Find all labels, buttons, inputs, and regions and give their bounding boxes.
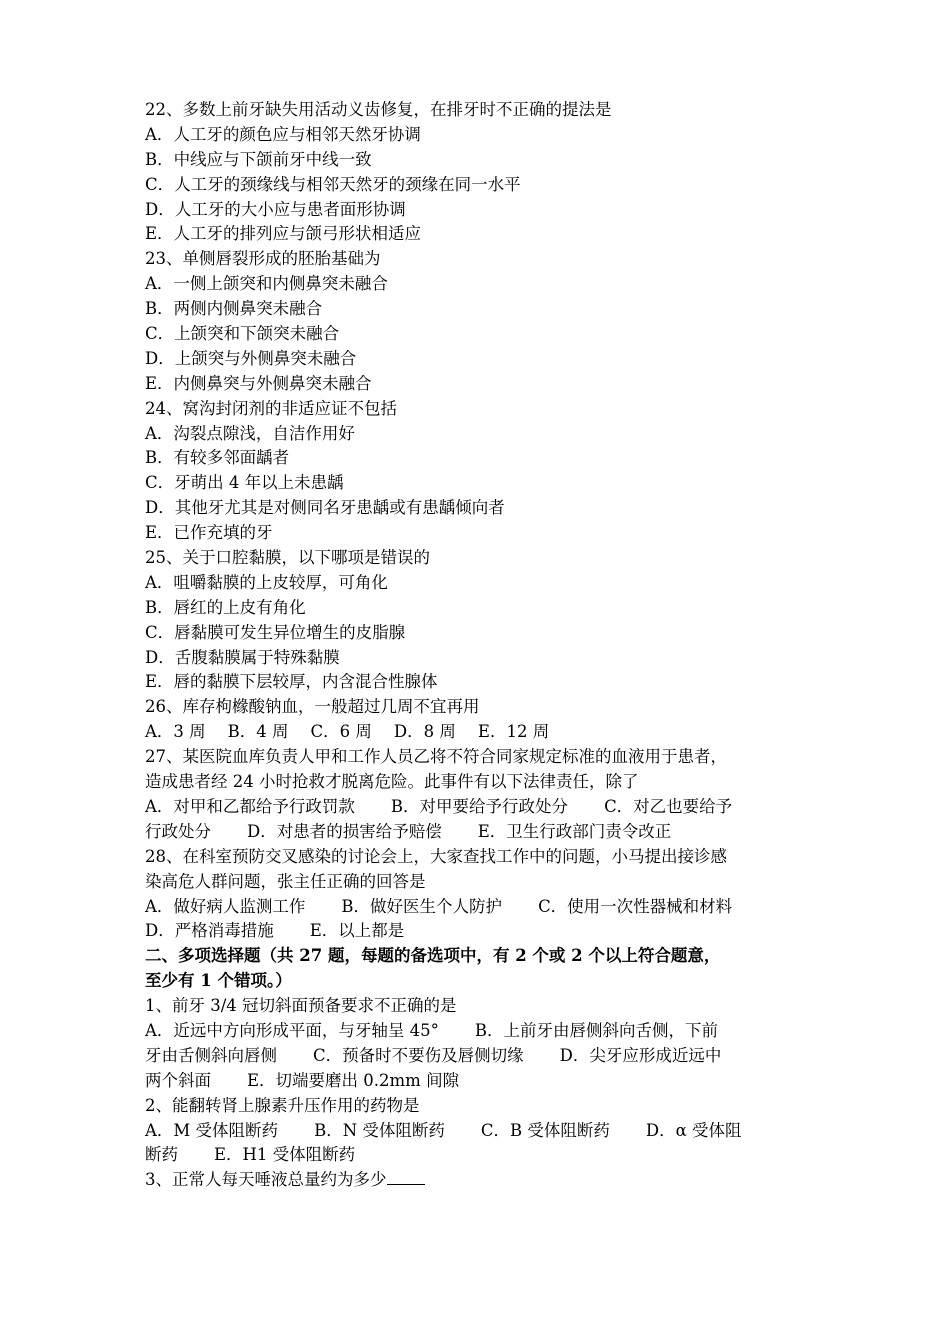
question-27-stem-line-2: 造成患者经 24 小时抢救才脱离危险。此事件有以下法律责任，除了	[145, 772, 639, 792]
question-27-options-line-2	[145, 820, 809, 845]
question-28-options-line-2	[145, 919, 809, 944]
question-26-option-c: C．6 周	[310, 722, 372, 742]
multi-question-2-option-a: A．M 受体阻断药	[145, 1120, 279, 1140]
question-27-option-b: B．对甲要给予行政处分	[390, 796, 569, 816]
question-28-option-b: B．做好医生个人防护	[341, 896, 503, 916]
multi-question-2-options-line-2	[145, 1143, 809, 1168]
question-27-option-a: A．对甲和乙都给予行政罚款	[145, 796, 355, 816]
multi-question-2-option-c: C．B 受体阻断药	[480, 1120, 610, 1140]
multi-question-1-option-d-part-2: 两个斜面	[145, 1070, 211, 1090]
question-24-option-c: C．牙萌出 4 年以上未患龋	[145, 473, 344, 493]
question-27-options-line-1	[145, 795, 809, 820]
multi-question-1-option-d-part-1: D．尖牙应形成近远中	[559, 1045, 722, 1065]
question-26-option-a: A．3 周	[145, 722, 206, 742]
question-23-stem: 23、单侧唇裂形成的胚胎基础为	[145, 249, 381, 269]
question-23-option-b: B．两侧内侧鼻突未融合	[145, 299, 323, 319]
multi-question-1-options-line-2	[145, 1044, 809, 1069]
question-22-option-e: E．人工牙的排列应与颌弓形状相适应	[145, 224, 422, 244]
question-25-option-d: D．舌腹黏膜属于特殊黏膜	[145, 647, 340, 667]
question-28-option-e: E．以上都是	[309, 921, 405, 941]
question-25-option-c: C．唇黏膜可发生异位增生的皮脂腺	[145, 622, 406, 642]
multi-question-3-stem: 3、正常人每天唾液总量约为多少	[145, 1170, 387, 1190]
question-26-option-b: B．4 周	[227, 722, 289, 742]
question-26-option-e: E．12 周	[477, 722, 550, 742]
question-23-option-a: A．一侧上颌突和内侧鼻突未融合	[145, 274, 388, 294]
question-28-stem-line-2: 染高危人群问题，张主任正确的回答是	[145, 871, 426, 891]
multi-question-2-option-d-part-2: 断药	[145, 1145, 178, 1165]
question-27-option-c-part-2: 行政处分	[145, 821, 211, 841]
question-27-option-d: D．对患者的损害给予赔偿	[247, 821, 442, 841]
question-24-option-d: D．其他牙尤其是对侧同名牙患龋或有患龋倾向者	[145, 498, 505, 518]
question-24-stem: 24、窝沟封闭剂的非适应证不包括	[145, 398, 397, 418]
multi-question-1-option-b-part-2: 牙由舌侧斜向唇侧	[145, 1045, 277, 1065]
question-22-option-d: D．人工牙的大小应与患者面形协调	[145, 199, 406, 219]
question-22-option-b: B．中线应与下颌前牙中线一致	[145, 149, 372, 169]
multi-question-1-options-line-3	[145, 1069, 809, 1094]
question-25-option-b: B．唇红的上皮有角化	[145, 597, 306, 617]
question-24-option-e: E．已作充填的牙	[145, 523, 273, 543]
question-22-stem: 22、多数上前牙缺失用活动义齿修复，在排牙时不正确的提法是	[145, 100, 612, 119]
multi-question-2-option-e: E．H1 受体阻断药	[214, 1145, 356, 1165]
multi-question-1-option-c: C．预备时不要伤及唇侧切缘	[313, 1045, 524, 1065]
question-24-option-b: B．有较多邻面龋者	[145, 448, 290, 468]
question-28-options-line-1	[145, 895, 809, 920]
multi-question-2-stem: 2、能翻转肾上腺素升压作用的药物是	[145, 1095, 420, 1115]
answer-blank	[387, 1170, 425, 1185]
question-23-option-c: C．上颌突和下颌突未融合	[145, 324, 340, 344]
section-2-heading-line-1: 二、多项选择题（共 27 题，每题的备选项中，有 2 个或 2 个以上符合题意，	[145, 946, 721, 966]
question-28-option-d: D．严格消毒措施	[145, 921, 274, 941]
question-28-stem-line-1: 28、在科室预防交叉感染的讨论会上，大家查找工作中的问题，小马提出接诊感	[145, 846, 727, 866]
question-23-option-e: E．内侧鼻突与外侧鼻突未融合	[145, 373, 372, 393]
multi-question-1-option-a: A．近远中方向形成平面，与牙轴呈 45°	[145, 1020, 439, 1040]
question-27-option-c-part-1: C．对乙也要给予	[604, 796, 733, 816]
question-26-option-d: D．8 周	[393, 722, 456, 742]
question-22-option-a: A．人工牙的颜色应与相邻天然牙协调	[145, 124, 421, 144]
multi-question-1-stem: 1、前牙 3/4 冠切斜面预备要求不正确的是	[145, 996, 457, 1016]
question-22-option-c: C．人工牙的颈缘线与相邻天然牙的颈缘在同一水平	[145, 174, 521, 194]
question-27-option-e: E．卫生行政部门责令改正	[477, 821, 672, 841]
multi-question-2-option-d-part-1: D．α 受体阻	[645, 1120, 742, 1140]
multi-question-2-options-line-1	[145, 1119, 809, 1144]
question-25-option-a: A．咀嚼黏膜的上皮较厚，可角化	[145, 572, 388, 592]
multi-question-2-option-b: B．N 受体阻断药	[314, 1120, 445, 1140]
multi-question-1-option-b-part-1: B．上前牙由唇侧斜向舌侧，下前	[474, 1020, 719, 1040]
question-26-options	[145, 720, 809, 745]
multi-question-3-stem-line	[145, 1168, 809, 1193]
question-23-option-d: D．上颌突与外侧鼻突未融合	[145, 348, 357, 368]
multi-question-1-option-e: E．切端要磨出 0.2mm 间隙	[247, 1070, 460, 1090]
question-27-stem-line-1: 27、某医院血库负责人甲和工作人员乙将不符合同家规定标准的血液用于患者，	[145, 747, 727, 767]
multi-question-1-options-line-1	[145, 1019, 809, 1044]
document-page	[145, 98, 809, 1193]
question-28-option-c: C．使用一次性器械和材料	[538, 896, 733, 916]
question-25-stem: 25、关于口腔黏膜，以下哪项是错误的	[145, 548, 430, 568]
question-25-option-e: E．唇的黏膜下层较厚，内含混合性腺体	[145, 672, 438, 692]
section-2-heading-line-2: 至少有 1 个错项。）	[145, 971, 292, 991]
question-26-stem: 26、库存枸橼酸钠血，一般超过几周不宜再用	[145, 697, 480, 717]
question-28-option-a: A．做好病人监测工作	[145, 896, 306, 916]
question-24-option-a: A．沟裂点隙浅，自洁作用好	[145, 423, 355, 443]
